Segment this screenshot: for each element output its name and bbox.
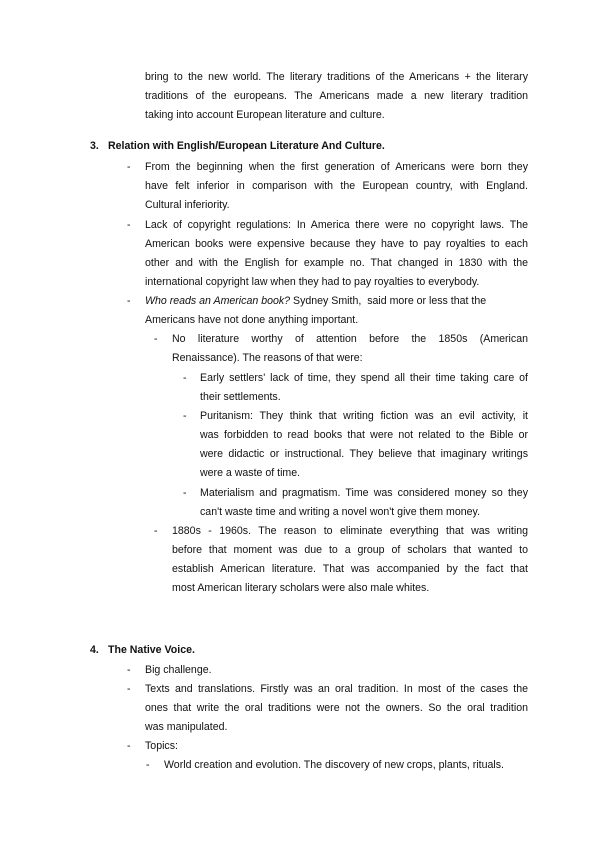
s3-b3a-line-2: Renaissance). The reasons of that were: xyxy=(172,352,363,364)
s3-b3a2-line-2: was forbidden to read books that were not related to the Bible or xyxy=(200,429,528,441)
section-3-heading: Relation with English/European Literature And Culture. xyxy=(108,140,385,152)
intro-line-1: bring to the new world. The literary traditions of the Americans + the literary xyxy=(145,71,528,83)
bullet-dash: - xyxy=(183,487,187,499)
s3-b2-line-3: other and with the English for example no. That changed in 1830 with the xyxy=(145,257,528,269)
s3-b3-line-2: Americans have not done anything important. xyxy=(145,314,359,326)
s3-b1-line-2: have felt inferior in comparison with the European country, with England. xyxy=(145,180,528,192)
s3-b1-line-3: Cultural inferiority. xyxy=(145,199,230,211)
bullet-dash: - xyxy=(127,664,131,676)
s3-b2-line-2: American books were expensive because they have to pay royalties to each xyxy=(145,238,528,250)
bullet-dash: - xyxy=(127,219,131,231)
bullet-dash: - xyxy=(127,683,131,695)
s4-b1-line-1: Big challenge. xyxy=(145,664,212,676)
s4-b3-line-1: Topics: xyxy=(145,740,178,752)
s3-b3-italic-question: Who reads an American book? xyxy=(145,295,291,307)
s3-b3b-line-4: most American literary scholars were also male whites. xyxy=(172,582,430,594)
s4-b2-line-1: Texts and translations. Firstly was an oral tradition. In most of the cases the xyxy=(145,683,528,695)
s4-b2-line-3: was manipulated. xyxy=(145,721,228,733)
intro-line-3: taking into account European literature and culture. xyxy=(145,109,385,121)
bullet-dash: - xyxy=(183,410,187,422)
s3-b3-line-1 xyxy=(145,295,486,308)
section-3-number: 3. xyxy=(90,140,99,152)
s3-b3a2-line-4: were a waste of time. xyxy=(200,467,301,479)
s4-b3a-line-1: World creation and evolution. The discovery of new crops, plants, rituals. xyxy=(164,759,504,771)
bullet-dash: - xyxy=(183,372,187,384)
s3-b2-line-1: Lack of copyright regulations: In America there were no copyright laws. The xyxy=(145,219,528,231)
s3-b3b-line-2: before that moment was due to a group of scholars that wanted to xyxy=(172,544,528,556)
s3-b3a1-line-2: their settlements. xyxy=(200,391,281,403)
s3-b3a2-line-1: Puritanism: They think that writing fiction was an evil activity, it xyxy=(200,410,528,422)
s3-b1-line-1: From the beginning when the first generation of Americans were born they xyxy=(145,161,528,173)
intro-line-2: traditions of the europeans. The Americans made a new literary tradition xyxy=(145,90,528,102)
s3-b3b-line-3: establish American literature. That was accompanied by the fact that xyxy=(172,563,528,575)
bullet-dash: - xyxy=(127,295,131,307)
s3-b3b-line-1: 1880s - 1960s. The reason to eliminate everything that was writing xyxy=(172,525,528,537)
bullet-dash: - xyxy=(154,525,158,537)
section-4-heading: The Native Voice. xyxy=(108,644,195,656)
s3-b3a3-line-2: can't waste time and writing a novel won't give them money. xyxy=(200,506,481,518)
bullet-dash: - xyxy=(146,759,150,771)
s3-b3a3-line-1: Materialism and pragmatism. Time was considered money so they xyxy=(200,487,528,499)
s3-b3a2-line-3: were didactic or instructional. They believe that imaginary writings xyxy=(200,448,528,460)
s3-b2-line-4: international copyright law when they had to pay royalties to everybody. xyxy=(145,276,480,288)
s4-b2-line-2: ones that write the oral traditions were not the owners. So the oral tradition xyxy=(145,702,528,714)
s3-b3-rest: Sydney Smith, said more or less that the xyxy=(290,295,487,307)
bullet-dash: - xyxy=(154,333,158,345)
bullet-dash: - xyxy=(127,740,131,752)
section-4-number: 4. xyxy=(90,644,99,656)
bullet-dash: - xyxy=(127,161,131,173)
s3-b3a-line-1: No literature worthy of attention before the 1850s (American xyxy=(172,333,528,345)
s3-b3a1-line-1: Early settlers' lack of time, they spend all their time taking care of xyxy=(200,372,528,384)
